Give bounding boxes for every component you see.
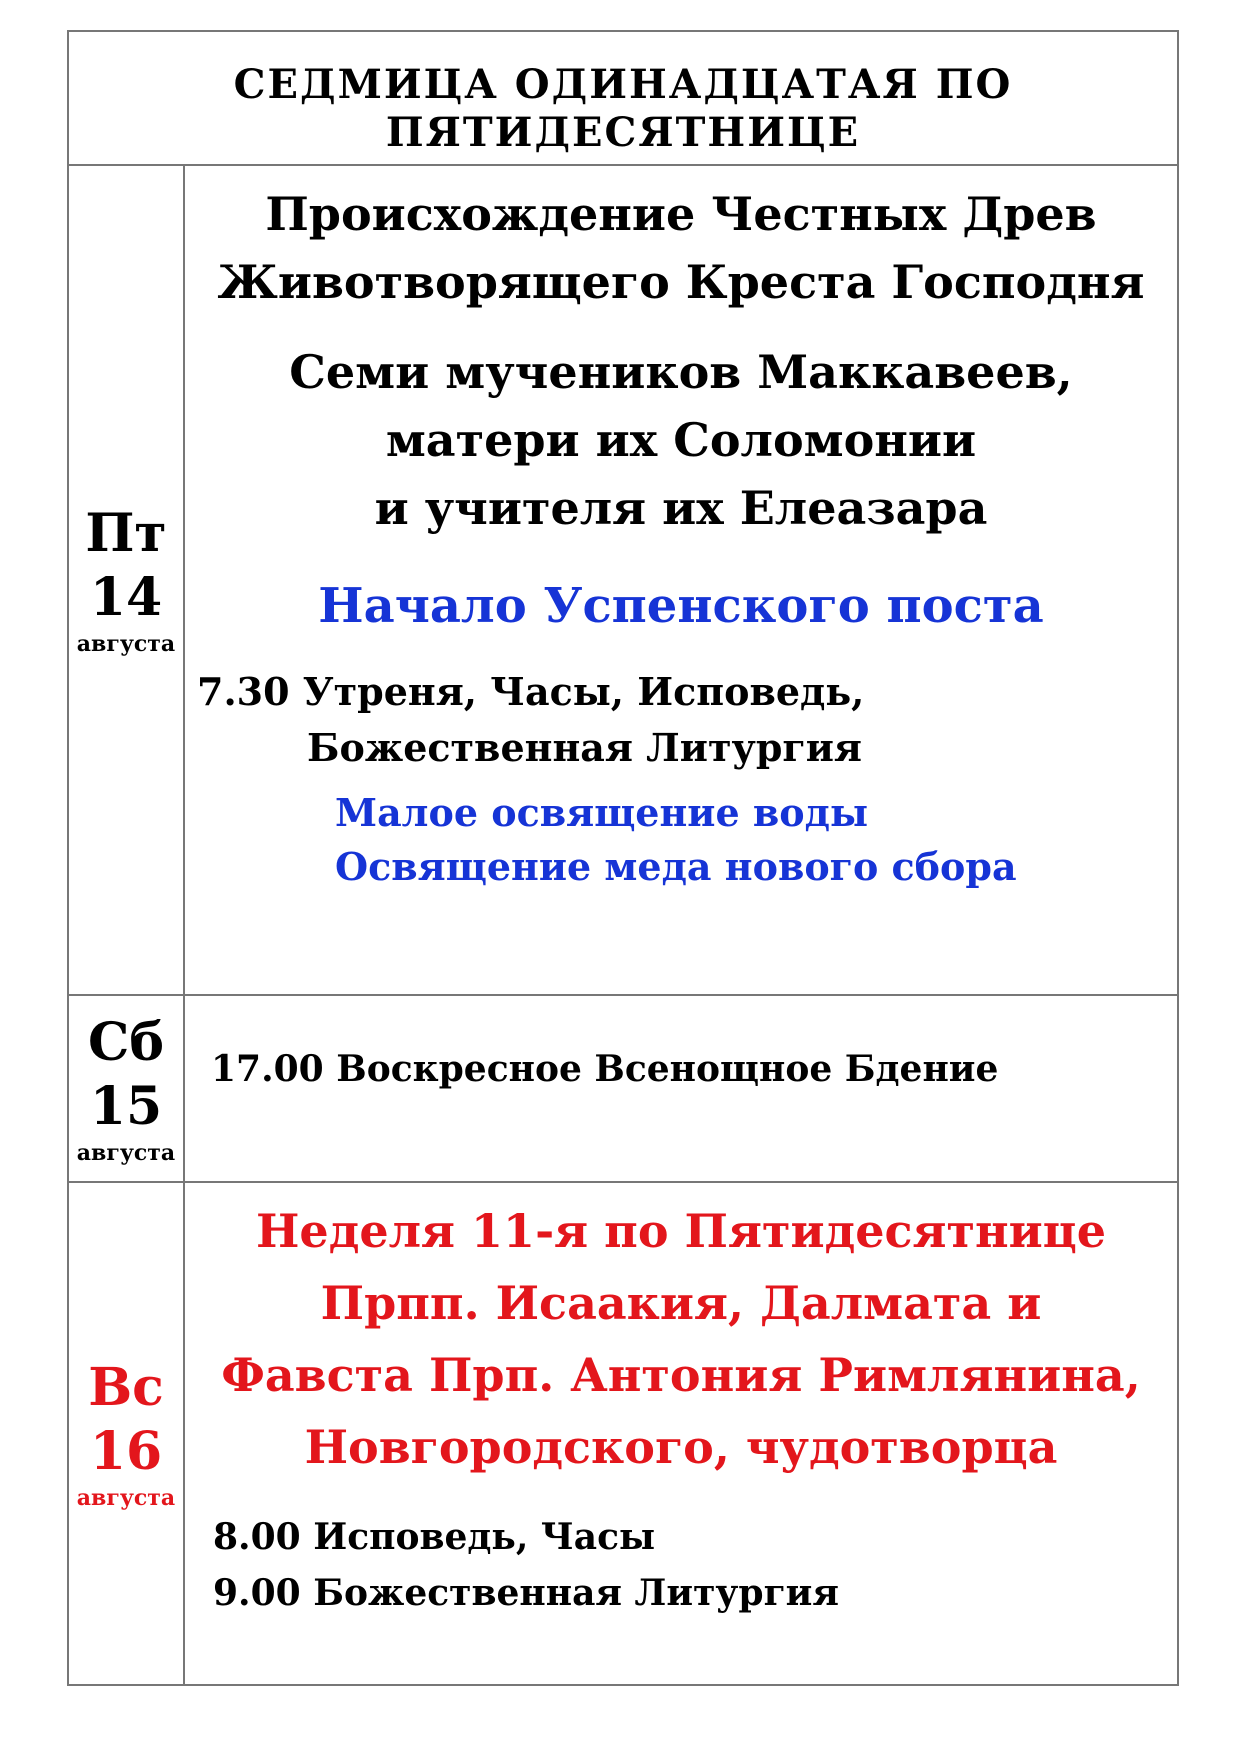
service-line1: 17.00 Воскресное Всенощное Бдение [211,1047,999,1090]
day-of-week: Вс [88,1356,164,1418]
feast-title-line1: Происхождение Честных Древ [265,187,1097,241]
month-label: августа [76,631,176,657]
day-content-saturday [184,995,1178,1182]
day-cell-friday [68,165,184,995]
service-line2: Божественная Литургия [307,725,862,770]
schedule-sheet [67,30,1179,1684]
day-row-sunday [68,1182,1178,1685]
martyrs-line2: матери их Соломонии [385,413,977,467]
day-number: 15 [89,1075,163,1137]
month-label: августа [76,1139,176,1166]
week-title [69,39,1177,157]
day-content-friday [184,165,1178,995]
day-cell-saturday [68,995,184,1182]
week-title-line1: СЕДМИЦА ОДИНАДЦАТАЯ ПО [233,61,1013,108]
day-of-week: Пт [85,503,167,564]
day-number: 16 [89,1420,163,1482]
day-content-sunday [184,1182,1178,1685]
sunday-title-line1: Неделя 11-я по Пятидесятнице [255,1204,1107,1258]
service-times [197,664,1177,776]
extra-services [335,786,1177,894]
day-row-friday [68,165,1178,995]
extra-line2: Освящение меда нового сбора [335,844,1017,889]
fast-start: Начало Успенского поста [318,578,1044,634]
day-number: 14 [89,567,163,628]
extra-line1: Малое освящение воды [335,790,869,835]
sunday-title-line4: Новгородского, чудотворца [304,1420,1058,1474]
service-line1: 8.00 Исповедь, Часы [213,1516,656,1558]
sunday-title-line3: Фавста Прп. Антония Римлянина, [221,1348,1141,1402]
sunday-title-line2: Прпп. Исаакия, Далмата и [320,1276,1042,1330]
martyrs-title [185,338,1177,542]
sunday-services [213,1509,1177,1621]
feast-title-line2: Животворящего Креста Господня [217,255,1145,309]
day-of-week: Сб [87,1011,165,1073]
service-line1: 7.30 Утреня, Часы, Исповедь, [197,669,865,714]
week-header-row [68,31,1178,165]
month-label: августа [76,1484,176,1511]
sunday-title [185,1195,1177,1483]
feast-title [185,180,1177,316]
week-header-cell [68,31,1178,165]
schedule-table [67,30,1179,1686]
martyrs-line1: Семи мучеников Маккавеев, [289,345,1073,399]
day-cell-sunday [68,1182,184,1685]
week-title-line2: ПЯТИДЕСЯТНИЦЕ [385,109,861,156]
day-row-saturday [68,995,1178,1182]
martyrs-line3: и учителя их Елеазара [374,481,988,535]
service-line2: 9.00 Божественная Литургия [213,1572,839,1614]
